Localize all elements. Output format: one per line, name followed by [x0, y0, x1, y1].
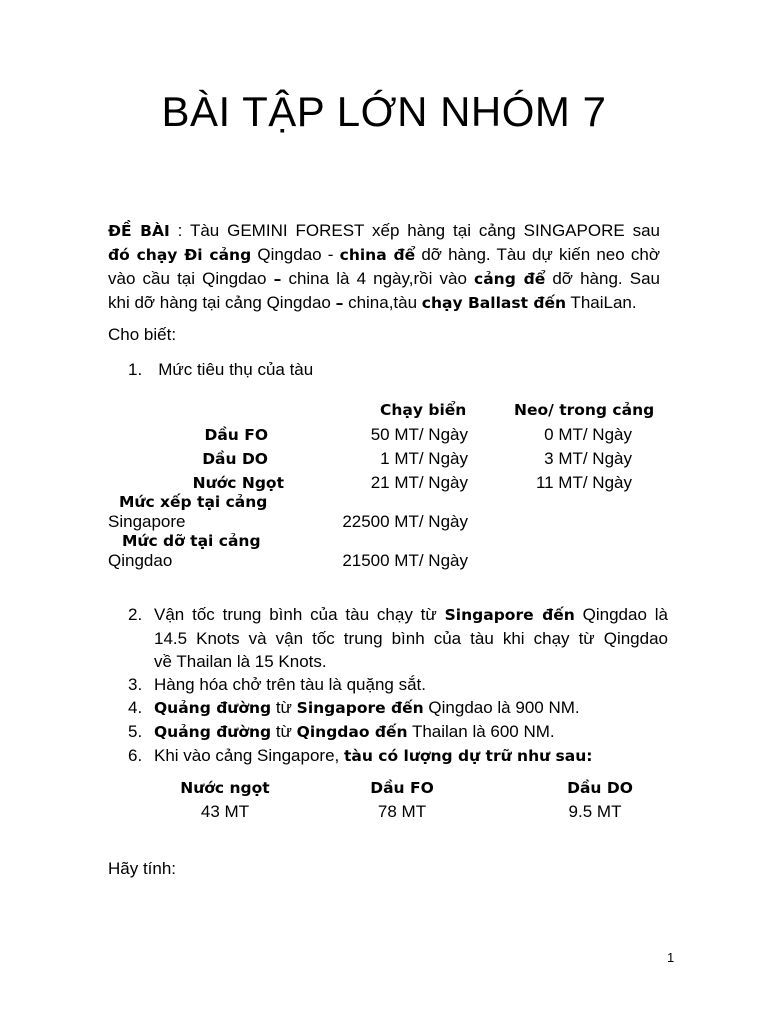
discharge-port: Qingdao — [108, 551, 173, 570]
list-item-5: 5. Quảng đường từ Qingdao đến Thailan là 600 NM. — [128, 722, 555, 741]
col-header-port: Neo/ trong cảng — [514, 401, 655, 419]
list-item-4: 4. Quảng đường từ Singapore đến Qingdao là 900 NM. — [128, 698, 580, 717]
discharge-rate-label: Mức dỡ tại cảng — [122, 532, 261, 550]
do-port-value: 3 MT/ Ngày — [544, 449, 632, 468]
water-sea-value: 21 MT/ Ngày — [370, 473, 468, 492]
de-bai-label: ĐỀ BÀI — [108, 222, 170, 240]
intro-paragraph — [108, 219, 660, 315]
list-item-1: 1. Mức tiêu thụ của tàu — [128, 360, 314, 379]
load-rate-label: Mức xếp tại cảng — [119, 493, 268, 511]
reserve-value-fo: 78 MT — [377, 802, 427, 821]
row-label-do: Dầu DO — [202, 450, 268, 468]
load-rate-value: 22500 MT/ Ngày — [342, 512, 468, 531]
discharge-rate-value: 21500 MT/ Ngày — [342, 551, 468, 570]
reserve-header-water: Nước ngọt — [180, 779, 270, 797]
intro-line-3: vào cầu tại Qingdao – china là 4 ngày,rồi vào cảng để dỡ hàng. Sau — [108, 269, 660, 288]
list-item-2: 2. Vận tốc trung bình của tàu chạy từ Singapore đến Qingdao là 14.5 Knots và vận tốc trung bình của tàu khi chạy từ Qingdao về Thailan là 15 Knots. — [128, 605, 668, 671]
col-header-sea: Chạy biển — [380, 401, 467, 419]
load-port: Singapore — [108, 512, 186, 531]
list-item-6: 6. Khi vào cảng Singapore, tàu có lượng dự trữ như sau: — [128, 746, 593, 765]
reserve-header-fo: Dầu FO — [370, 779, 434, 797]
row-label-fo: Dầu FO — [204, 426, 268, 444]
cho-biet-label: Cho biết: — [108, 325, 177, 344]
do-sea-value: 1 MT/ Ngày — [380, 449, 468, 468]
page-number: 1 — [667, 950, 675, 965]
intro-line-1: ĐỀ BÀI : Tàu GEMINI FOREST xếp hàng tại cảng SINGAPORE sau — [108, 221, 660, 240]
numbered-list — [108, 603, 668, 768]
intro-line-2: đó chạy Đi cảng Qingdao - china để dỡ hàng. Tàu dự kiến neo chờ — [108, 245, 661, 264]
document-title: BÀI TẬP LỚN NHÓM 7 — [161, 88, 607, 135]
row-label-water: Nước Ngọt — [192, 474, 284, 492]
reserve-header-do: Dầu DO — [567, 779, 633, 797]
list-item-3: 3. Hàng hóa chở trên tàu là quặng sắt. — [128, 675, 426, 694]
hay-tinh-label: Hãy tính: — [108, 859, 177, 878]
water-port-value: 11 MT/ Ngày — [535, 473, 632, 492]
intro-line-4: khi dỡ hàng tại cảng Qingdao – china,tàu chạy Ballast đến ThaiLan. — [108, 293, 637, 312]
reserve-value-water: 43 MT — [200, 802, 250, 821]
reserve-value-do: 9.5 MT — [568, 802, 622, 821]
fo-sea-value: 50 MT/ Ngày — [370, 425, 468, 444]
fo-port-value: 0 MT/ Ngày — [544, 425, 632, 444]
